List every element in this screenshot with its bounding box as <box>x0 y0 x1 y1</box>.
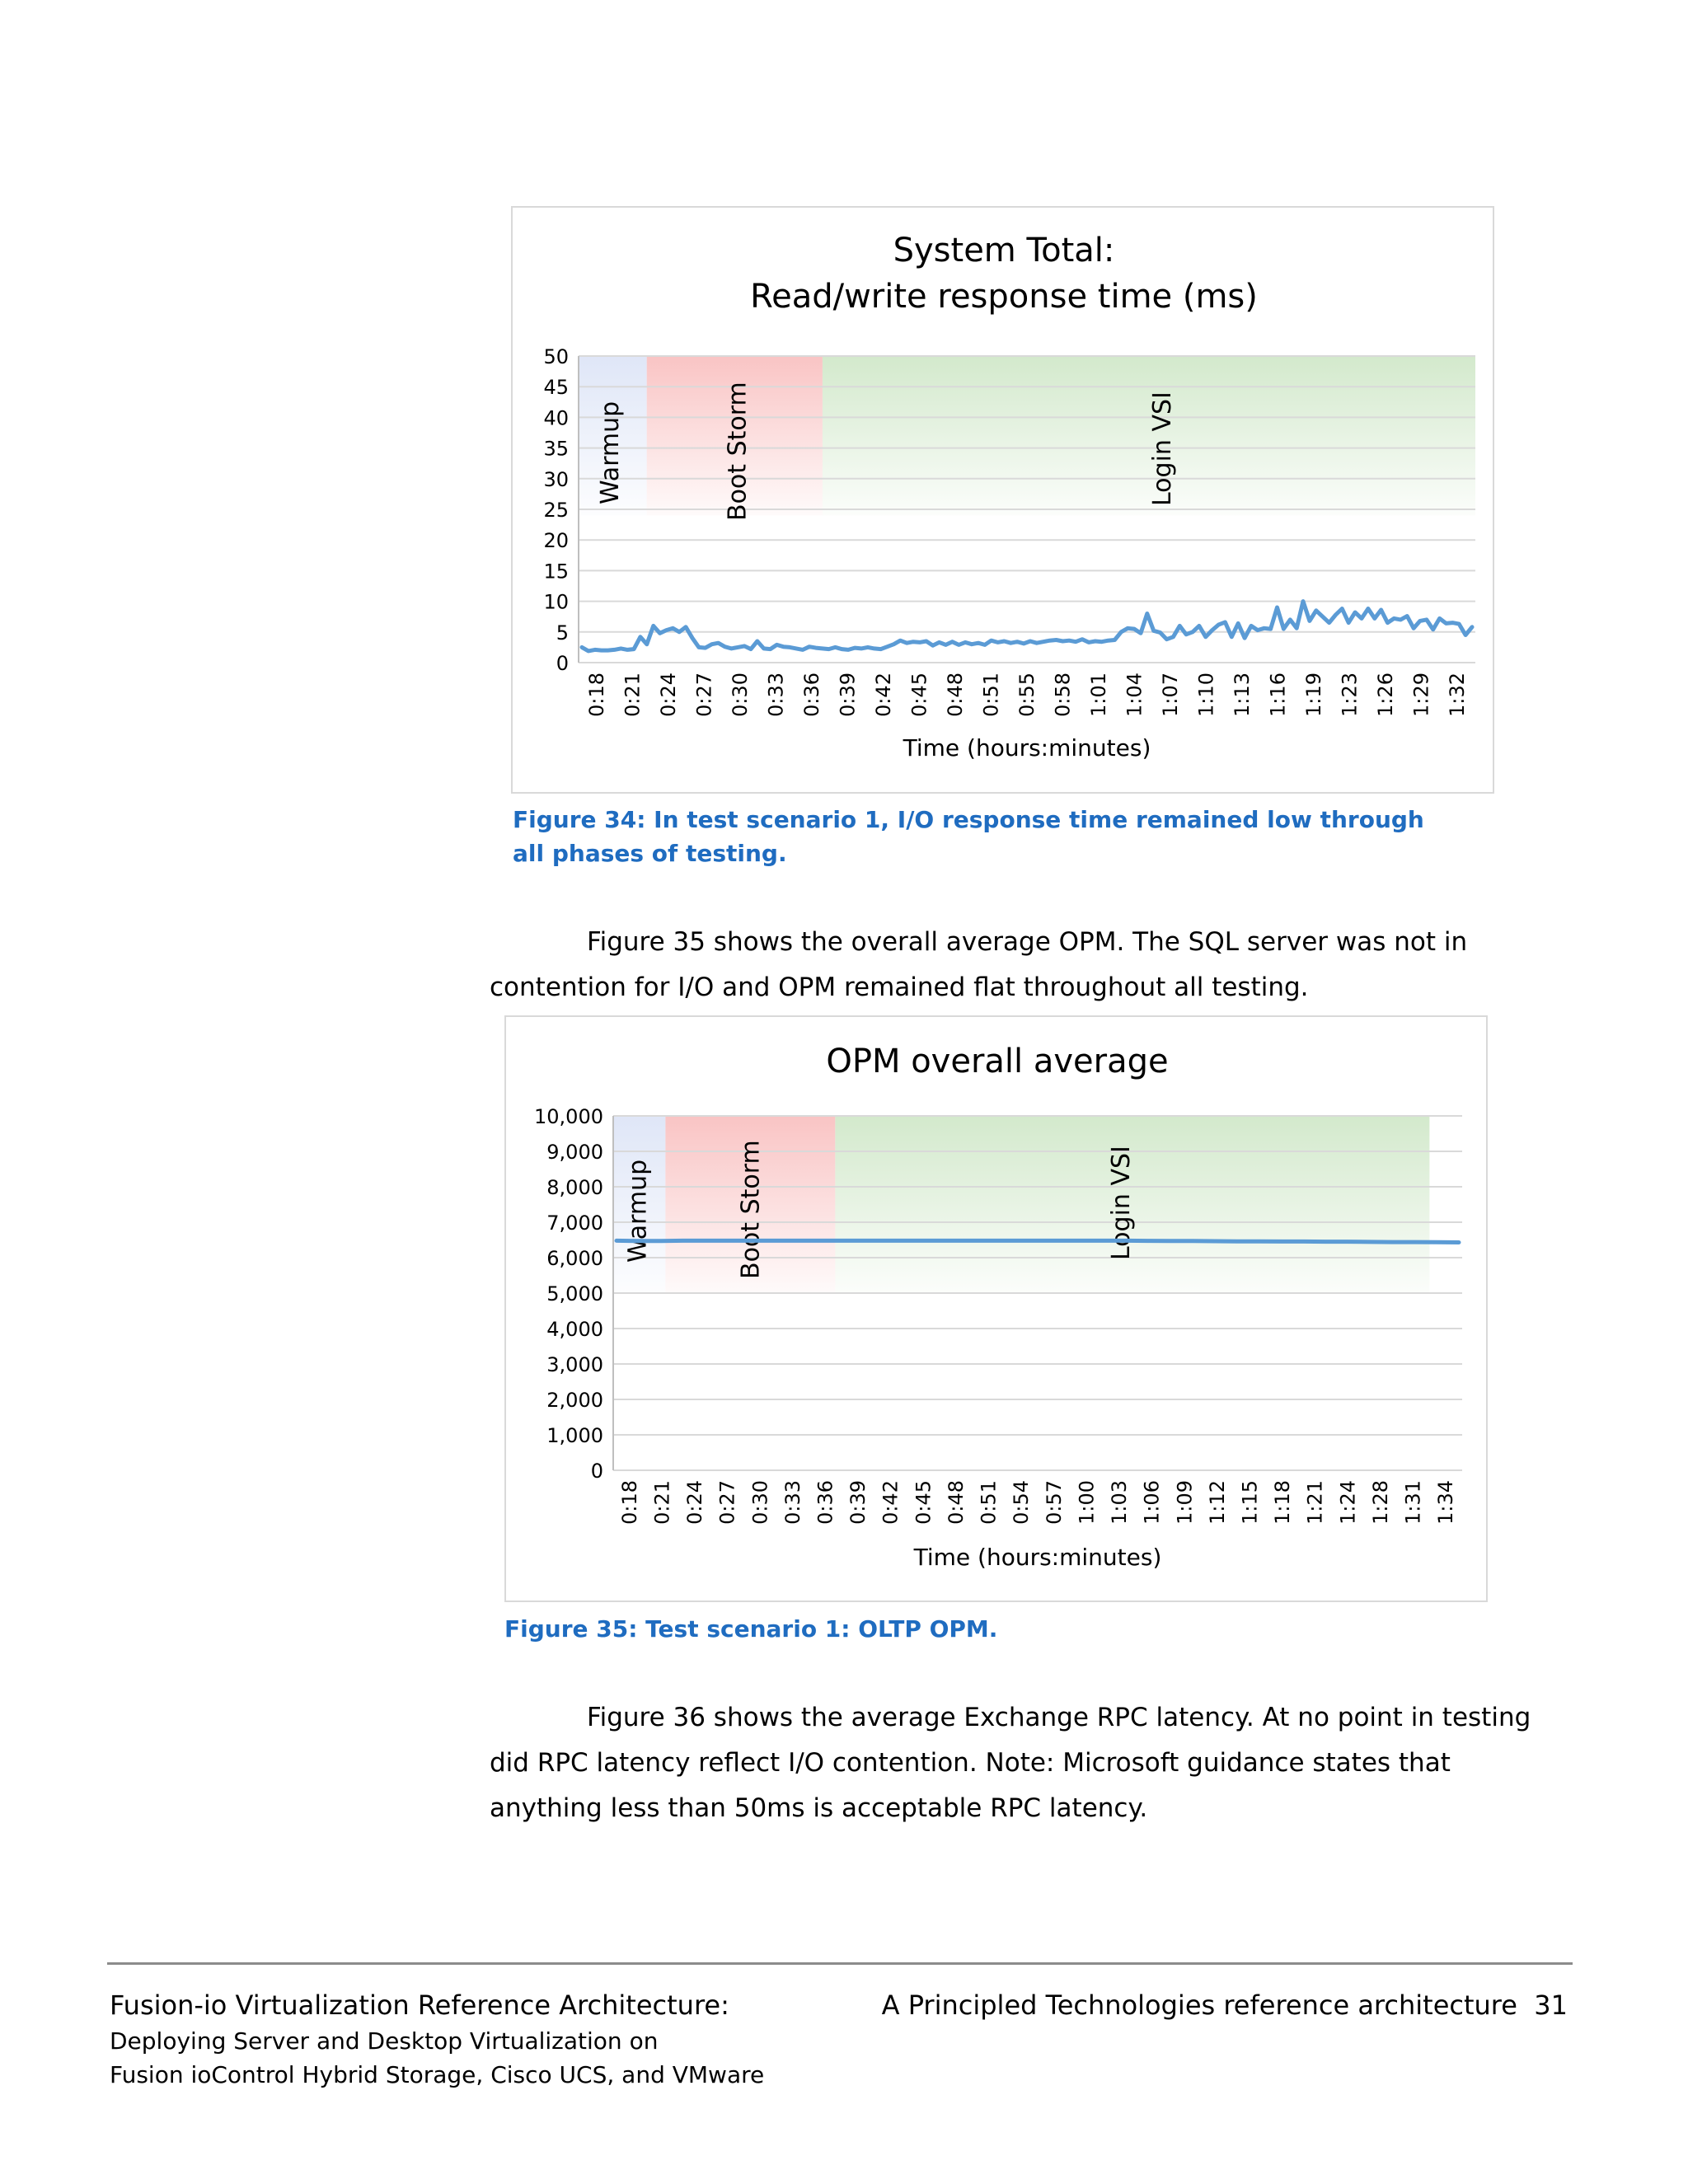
fig35-x-tick-label: 1:06 <box>1140 1480 1164 1525</box>
fig35-y-tick-label: 4,000 <box>546 1318 603 1341</box>
fig34-x-tick-label: 1:10 <box>1194 673 1218 717</box>
footer-title-line-1: Fusion-io Virtualization Reference Architecture: <box>110 1990 729 2021</box>
fig35-y-tick-label: 9,000 <box>546 1141 603 1164</box>
fig34-x-tick-label: 0:36 <box>799 673 823 717</box>
fig34-x-tick-label: 0:30 <box>728 673 752 717</box>
fig35-x-tick-label: 1:18 <box>1271 1480 1295 1525</box>
fig34-x-tick-label: 0:33 <box>764 673 788 717</box>
fig35-x-tick-label: 0:33 <box>781 1480 804 1525</box>
footer-publisher-text: A Principled Technologies reference architecture <box>881 1990 1517 2021</box>
fig34-x-tick-label: 1:04 <box>1123 673 1146 717</box>
body-paragraph-1 <box>490 920 1561 1010</box>
fig34-phase-label-login-vsi: Login VSI <box>1148 391 1178 506</box>
fig35-x-tick-label: 1:15 <box>1238 1480 1262 1525</box>
figure-34-caption: Figure 34: In test scenario 1, I/O response time remained low through all phases of testing. <box>513 806 1424 867</box>
footer-document-title <box>110 1986 934 2092</box>
fig35-x-tick-label: 0:18 <box>617 1480 641 1525</box>
fig35-title-line-1: OPM overall average <box>826 1043 1169 1080</box>
fig35-x-tick-label: 0:36 <box>814 1480 837 1525</box>
footer-divider <box>107 1962 1573 1965</box>
footer-title-line-3: Fusion ioControl Hybrid Storage, Cisco UCS, and VMware <box>110 2061 765 2088</box>
fig34-phase-label-boot-storm: Boot Storm <box>723 382 753 521</box>
fig35-y-tick-label: 6,000 <box>546 1247 603 1270</box>
fig34-x-tick-label: 1:19 <box>1302 672 1326 717</box>
fig35-phase-label-login-vsi: Login VSI <box>1106 1146 1136 1260</box>
fig34-x-tick-label: 1:32 <box>1446 673 1470 717</box>
page-number: 31 <box>1534 1990 1568 2021</box>
fig34-y-tick-label: 15 <box>543 560 569 583</box>
fig34-x-tick-label: 0:21 <box>621 673 645 717</box>
figure-34-svg <box>513 208 1496 795</box>
fig35-x-tick-label: 0:39 <box>846 1480 870 1525</box>
fig34-x-tick-label: 0:18 <box>584 673 608 717</box>
fig35-x-tick-label: 0:48 <box>944 1480 968 1525</box>
fig34-y-tick-label: 35 <box>543 437 569 461</box>
fig34-x-tick-label: 1:13 <box>1231 673 1254 717</box>
fig34-x-tick-label: 0:24 <box>656 673 680 717</box>
fig34-x-tick-label: 1:26 <box>1374 673 1398 717</box>
fig34-y-tick-label: 20 <box>543 529 569 553</box>
fig34-x-tick-label: 0:39 <box>836 673 860 717</box>
fig34-x-tick-label: 0:51 <box>979 673 1003 717</box>
fig34-x-tick-label: 0:42 <box>871 673 895 717</box>
figure-35-svg <box>506 1017 1489 1604</box>
fig35-x-tick-label: 0:54 <box>1010 1480 1034 1525</box>
fig34-x-tick-label: 1:01 <box>1087 673 1111 717</box>
fig35-y-tick-label: 8,000 <box>546 1176 603 1199</box>
fig34-x-tick-label: 0:55 <box>1015 673 1039 717</box>
fig34-x-tick-label: 0:48 <box>943 673 967 717</box>
fig34-y-tick-label: 40 <box>543 406 569 430</box>
fig34-x-tick-label: 0:27 <box>692 673 716 717</box>
fig35-y-tick-label: 10,000 <box>534 1105 603 1128</box>
figure-34-chart <box>511 206 1494 794</box>
figure-35-caption: Figure 35: Test scenario 1: OLTP OPM. <box>504 1615 998 1643</box>
fig34-x-tick-label: 1:29 <box>1409 673 1433 717</box>
fig34-y-tick-label: 25 <box>543 499 569 522</box>
fig35-x-tick-label: 1:28 <box>1368 1480 1392 1525</box>
fig34-x-tick-label: 1:07 <box>1159 673 1183 717</box>
fig35-x-tick-label: 1:24 <box>1336 1480 1360 1525</box>
fig35-x-tick-label: 0:24 <box>683 1480 707 1525</box>
fig34-y-tick-label: 10 <box>543 590 569 614</box>
fig34-y-tick-label: 50 <box>543 345 569 368</box>
fig35-x-tick-label: 0:27 <box>715 1480 739 1525</box>
fig35-y-tick-label: 7,000 <box>546 1212 603 1235</box>
fig35-x-axis-label: Time (hours:minutes) <box>913 1544 1162 1571</box>
fig35-x-tick-label: 1:12 <box>1205 1480 1229 1525</box>
fig35-x-tick-label: 0:51 <box>977 1480 1001 1525</box>
fig35-series-line-1 <box>617 1240 1459 1242</box>
fig35-x-tick-label: 1:03 <box>1108 1480 1132 1525</box>
fig35-x-tick-label: 0:57 <box>1042 1480 1066 1525</box>
fig35-phase-label-warmup: Warmup <box>623 1159 653 1263</box>
fig34-x-axis-label: Time (hours:minutes) <box>903 734 1151 762</box>
fig34-y-tick-label: 0 <box>556 652 569 675</box>
body-paragraph-2 <box>490 1695 1561 1831</box>
fig34-title-line-2: Read/write response time (ms) <box>750 278 1258 316</box>
fig35-y-tick-label: 3,000 <box>546 1353 603 1376</box>
fig35-phase-label-boot-storm: Boot Storm <box>736 1140 766 1279</box>
fig35-x-tick-label: 1:21 <box>1303 1480 1327 1525</box>
fig35-x-tick-label: 1:00 <box>1075 1480 1099 1525</box>
fig35-x-tick-label: 1:09 <box>1173 1480 1197 1525</box>
fig35-y-tick-label: 5,000 <box>546 1282 603 1305</box>
fig34-x-tick-label: 0:45 <box>907 673 931 717</box>
fig35-x-tick-label: 0:21 <box>650 1480 674 1525</box>
fig35-x-tick-label: 0:45 <box>912 1480 935 1525</box>
fig35-x-tick-label: 1:31 <box>1401 1480 1425 1525</box>
footer-title-line-2: Deploying Server and Desktop Virtualization on <box>110 2027 659 2055</box>
fig34-phase-label-warmup: Warmup <box>595 401 625 504</box>
fig34-x-tick-label: 1:23 <box>1338 672 1362 717</box>
fig35-x-tick-label: 1:34 <box>1434 1480 1458 1525</box>
fig35-y-tick-label: 1,000 <box>546 1424 603 1447</box>
fig34-y-tick-label: 5 <box>556 621 569 644</box>
fig34-x-tick-label: 0:58 <box>1051 673 1075 717</box>
body-paragraph-2-text: Figure 36 shows the average Exchange RPC latency. At no point in testing did RPC latency reflect I/O contention. Note: Microsoft guidance states that anything less than 50ms is acceptable RPC latency. <box>490 1703 1531 1823</box>
fig35-y-tick-label: 0 <box>590 1460 603 1483</box>
fig34-y-tick-label: 45 <box>543 376 569 400</box>
footer-publisher <box>882 1986 1568 2024</box>
fig34-y-tick-label: 30 <box>543 467 569 491</box>
fig35-y-tick-label: 2,000 <box>546 1389 603 1412</box>
fig34-x-tick-label: 1:16 <box>1266 673 1290 717</box>
body-paragraph-1-text: Figure 35 shows the overall average OPM. The SQL server was not in contention for I/O and OPM remained flat throughout all testing. <box>490 927 1468 1002</box>
fig34-series-line-1 <box>582 602 1472 651</box>
fig35-x-tick-label: 0:42 <box>879 1480 903 1525</box>
fig34-title-line-1: System Total: <box>893 232 1115 269</box>
figure-35-chart <box>504 1015 1488 1602</box>
fig35-x-tick-label: 0:30 <box>748 1480 772 1525</box>
